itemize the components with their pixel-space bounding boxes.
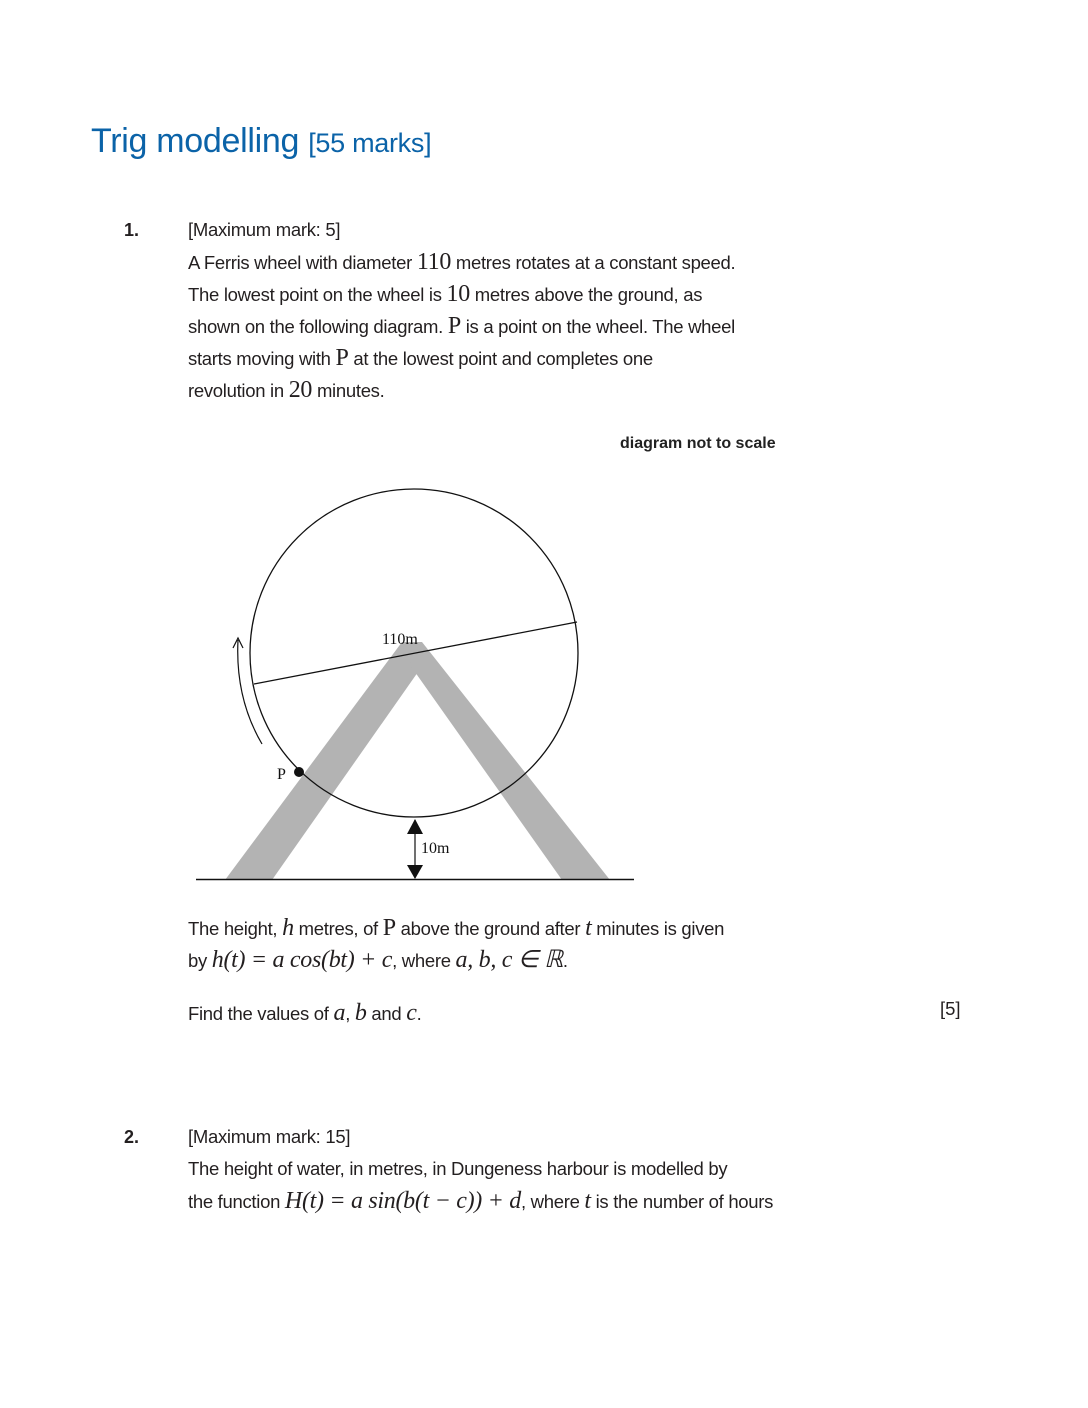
point-p-label: P: [277, 766, 286, 783]
text: .: [562, 950, 568, 971]
math-symbol: P: [335, 345, 349, 371]
text: minutes.: [312, 380, 385, 401]
math-domain: a, b, c ∈ ℝ: [455, 947, 563, 973]
math-number: 10: [446, 281, 470, 307]
point-p: [294, 767, 304, 777]
question-2-number: 2.: [124, 1127, 140, 1147]
text: ,: [345, 1003, 355, 1024]
math-variable: b: [354, 1000, 367, 1026]
question-1-max-mark: [Maximum mark: 5]: [188, 219, 341, 240]
text: , where: [520, 1191, 585, 1212]
q1-intro-line-3: [188, 310, 735, 343]
q1-intro-line-4: [188, 342, 653, 375]
math-number: 110: [416, 249, 452, 275]
text: above the ground after: [395, 918, 586, 939]
page-title: [91, 122, 431, 161]
title-text: Trig modelling: [91, 122, 300, 160]
math-variable: c: [406, 1000, 417, 1026]
text: metres above the ground, as: [469, 284, 703, 305]
math-formula: h(t) = a cos(bt) + c: [211, 947, 393, 973]
text: .: [416, 1003, 422, 1024]
q1-marks: [5]: [940, 998, 961, 1019]
q1-intro-line-2: [188, 278, 702, 311]
text: at the lowest point and completes one: [348, 348, 653, 369]
math-variable: h: [282, 915, 294, 941]
text: by: [188, 950, 212, 971]
text: , where: [392, 950, 456, 971]
ferris-wheel-diagram: [190, 480, 640, 890]
text: starts moving with: [188, 348, 336, 369]
q1-model-line-2: [188, 944, 568, 977]
height-label: 10m: [421, 840, 450, 857]
math-variable: t: [585, 915, 592, 941]
text: Find the values of: [188, 1003, 334, 1024]
question-2-max-mark: [Maximum mark: 15]: [188, 1126, 351, 1147]
text: The lowest point on the wheel is: [188, 284, 447, 305]
text: shown on the following diagram.: [188, 316, 448, 337]
math-variable: t: [584, 1188, 591, 1214]
text: metres rotates at a constant speed.: [451, 252, 736, 273]
title-marks: [55 marks]: [308, 128, 432, 158]
q1-intro-line-1: [188, 246, 735, 279]
math-variable: a: [333, 1000, 346, 1026]
math-formula: H(t) = a sin(b(t − c)) + d: [284, 1188, 521, 1214]
math-symbol: P: [382, 915, 396, 941]
text: is the number of hours: [590, 1191, 774, 1212]
text: revolution in: [188, 380, 289, 401]
q2-line-2: [188, 1185, 773, 1218]
q1-intro-line-5: [188, 374, 384, 407]
q1-task: [188, 997, 421, 1030]
text: the function: [188, 1191, 285, 1212]
q1-model-line-1: [188, 912, 724, 945]
text: is a point on the wheel. The wheel: [460, 316, 735, 337]
diameter-label: 110m: [382, 631, 418, 648]
text: A Ferris wheel with diameter: [188, 252, 417, 273]
q2-line-1: The height of water, in metres, in Dungeness harbour is modelled by: [188, 1158, 728, 1179]
diagram-note: diagram not to scale: [620, 435, 776, 452]
text: The height,: [188, 918, 283, 939]
text: metres, of: [293, 918, 383, 939]
height-arrow-up-icon: [407, 819, 423, 834]
text: minutes is given: [591, 918, 725, 939]
left-support: [225, 642, 425, 880]
text: and: [366, 1003, 407, 1024]
math-number: 20: [288, 377, 313, 403]
question-1-number: 1.: [124, 220, 140, 240]
math-symbol: P: [447, 313, 461, 339]
height-arrow-down-icon: [407, 865, 423, 879]
